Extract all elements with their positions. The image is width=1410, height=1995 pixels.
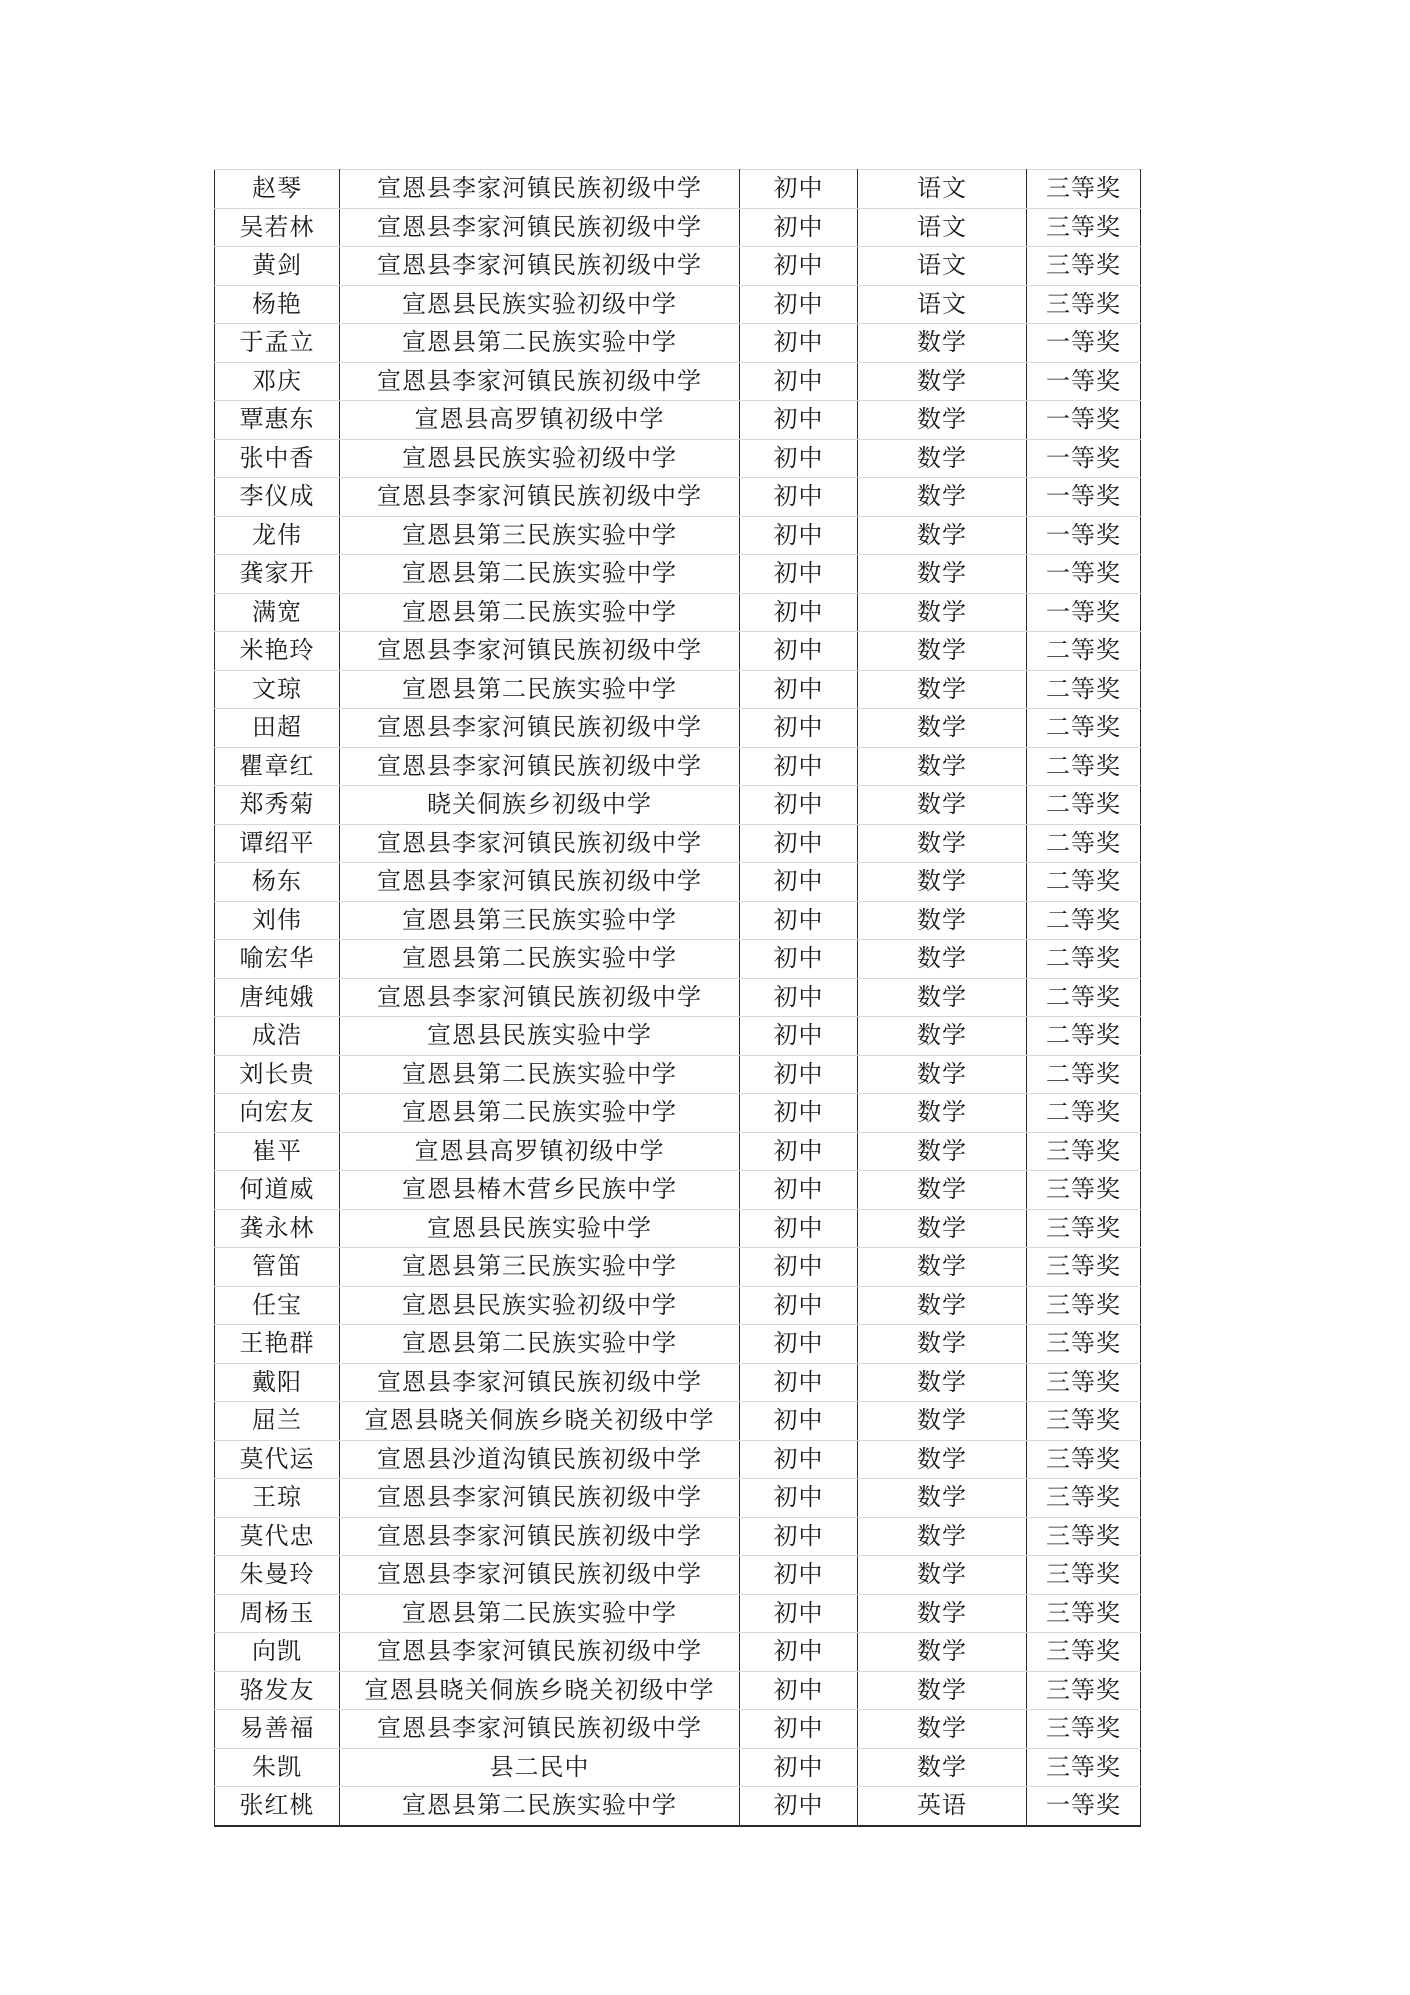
school-cell: 宣恩县第二民族实验中学 <box>340 1325 740 1364</box>
table-row <box>215 940 1141 979</box>
table-row <box>215 670 1141 709</box>
subject-cell: 数学 <box>858 1710 1027 1749</box>
subject-cell: 数学 <box>858 1556 1027 1595</box>
level-cell: 初中 <box>740 1440 858 1479</box>
subject-cell: 数学 <box>858 1633 1027 1672</box>
level-cell: 初中 <box>740 1787 858 1826</box>
school-cell: 宣恩县李家河镇民族初级中学 <box>340 824 740 863</box>
table-row <box>215 1248 1141 1287</box>
name-cell: 唐纯娥 <box>215 978 340 1017</box>
table-row <box>215 1440 1141 1479</box>
award-cell: 三等奖 <box>1027 170 1141 209</box>
award-cell: 二等奖 <box>1027 1055 1141 1094</box>
level-cell: 初中 <box>740 208 858 247</box>
name-cell: 米艳玲 <box>215 632 340 671</box>
table-row <box>215 555 1141 594</box>
award-cell: 三等奖 <box>1027 1286 1141 1325</box>
award-cell: 三等奖 <box>1027 1440 1141 1479</box>
subject-cell: 数学 <box>858 1248 1027 1287</box>
table-row <box>215 1787 1141 1826</box>
table-row <box>215 632 1141 671</box>
award-cell: 三等奖 <box>1027 1479 1141 1518</box>
name-cell: 任宝 <box>215 1286 340 1325</box>
name-cell: 刘伟 <box>215 901 340 940</box>
level-cell: 初中 <box>740 1402 858 1441</box>
level-cell: 初中 <box>740 1363 858 1402</box>
table-row <box>215 362 1141 401</box>
table-row <box>215 516 1141 555</box>
award-cell: 三等奖 <box>1027 1748 1141 1787</box>
level-cell: 初中 <box>740 1556 858 1595</box>
table-row <box>215 1402 1141 1441</box>
table-row <box>215 709 1141 748</box>
subject-cell: 数学 <box>858 478 1027 517</box>
award-cell: 一等奖 <box>1027 555 1141 594</box>
award-cell: 三等奖 <box>1027 1594 1141 1633</box>
subject-cell: 数学 <box>858 670 1027 709</box>
award-cell: 一等奖 <box>1027 516 1141 555</box>
level-cell: 初中 <box>740 670 858 709</box>
name-cell: 杨东 <box>215 863 340 902</box>
name-cell: 张红桃 <box>215 1787 340 1826</box>
table-row <box>215 1556 1141 1595</box>
level-cell: 初中 <box>740 593 858 632</box>
school-cell: 宣恩县民族实验初级中学 <box>340 285 740 324</box>
level-cell: 初中 <box>740 747 858 786</box>
name-cell: 黄剑 <box>215 247 340 286</box>
award-cell: 二等奖 <box>1027 632 1141 671</box>
name-cell: 莫代运 <box>215 1440 340 1479</box>
table-row <box>215 1710 1141 1749</box>
name-cell: 龚永林 <box>215 1209 340 1248</box>
school-cell: 宣恩县第二民族实验中学 <box>340 1787 740 1826</box>
name-cell: 莫代忠 <box>215 1517 340 1556</box>
level-cell: 初中 <box>740 824 858 863</box>
name-cell: 易善福 <box>215 1710 340 1749</box>
table-row <box>215 901 1141 940</box>
level-cell: 初中 <box>740 632 858 671</box>
award-cell: 三等奖 <box>1027 1402 1141 1441</box>
subject-cell: 数学 <box>858 940 1027 979</box>
subject-cell: 数学 <box>858 1517 1027 1556</box>
level-cell: 初中 <box>740 1286 858 1325</box>
level-cell: 初中 <box>740 1325 858 1364</box>
subject-cell: 数学 <box>858 863 1027 902</box>
school-cell: 宣恩县第二民族实验中学 <box>340 670 740 709</box>
award-cell: 一等奖 <box>1027 401 1141 440</box>
subject-cell: 数学 <box>858 978 1027 1017</box>
award-cell: 三等奖 <box>1027 1209 1141 1248</box>
award-cell: 一等奖 <box>1027 1787 1141 1826</box>
name-cell: 文琼 <box>215 670 340 709</box>
table-row <box>215 1517 1141 1556</box>
level-cell: 初中 <box>740 439 858 478</box>
name-cell: 覃惠东 <box>215 401 340 440</box>
subject-cell: 数学 <box>858 1594 1027 1633</box>
name-cell: 成浩 <box>215 1017 340 1056</box>
school-cell: 宣恩县李家河镇民族初级中学 <box>340 709 740 748</box>
level-cell: 初中 <box>740 324 858 363</box>
award-cell: 二等奖 <box>1027 747 1141 786</box>
name-cell: 王琼 <box>215 1479 340 1518</box>
award-cell: 二等奖 <box>1027 709 1141 748</box>
name-cell: 喻宏华 <box>215 940 340 979</box>
school-cell: 宣恩县第三民族实验中学 <box>340 901 740 940</box>
table-row <box>215 170 1141 209</box>
school-cell: 宣恩县李家河镇民族初级中学 <box>340 362 740 401</box>
subject-cell: 数学 <box>858 747 1027 786</box>
level-cell: 初中 <box>740 555 858 594</box>
school-cell: 宣恩县椿木营乡民族中学 <box>340 1171 740 1210</box>
table-row <box>215 1286 1141 1325</box>
table-row <box>215 1363 1141 1402</box>
table-row <box>215 401 1141 440</box>
subject-cell: 语文 <box>858 170 1027 209</box>
award-cell: 三等奖 <box>1027 1325 1141 1364</box>
level-cell: 初中 <box>740 1209 858 1248</box>
subject-cell: 数学 <box>858 1325 1027 1364</box>
school-cell: 宣恩县沙道沟镇民族初级中学 <box>340 1440 740 1479</box>
level-cell: 初中 <box>740 401 858 440</box>
subject-cell: 数学 <box>858 1017 1027 1056</box>
name-cell: 管笛 <box>215 1248 340 1287</box>
table-row <box>215 478 1141 517</box>
table-row <box>215 439 1141 478</box>
name-cell: 崔平 <box>215 1132 340 1171</box>
subject-cell: 数学 <box>858 1671 1027 1710</box>
award-cell: 三等奖 <box>1027 1633 1141 1672</box>
school-cell: 宣恩县第二民族实验中学 <box>340 593 740 632</box>
name-cell: 李仪成 <box>215 478 340 517</box>
school-cell: 宣恩县李家河镇民族初级中学 <box>340 478 740 517</box>
subject-cell: 数学 <box>858 593 1027 632</box>
school-cell: 宣恩县李家河镇民族初级中学 <box>340 1363 740 1402</box>
award-cell: 一等奖 <box>1027 593 1141 632</box>
school-cell: 宣恩县民族实验初级中学 <box>340 1286 740 1325</box>
school-cell: 宣恩县李家河镇民族初级中学 <box>340 1479 740 1518</box>
school-cell: 宣恩县李家河镇民族初级中学 <box>340 747 740 786</box>
table-row <box>215 1132 1141 1171</box>
award-cell: 三等奖 <box>1027 1710 1141 1749</box>
name-cell: 吴若林 <box>215 208 340 247</box>
table-row <box>215 1325 1141 1364</box>
level-cell: 初中 <box>740 1094 858 1133</box>
level-cell: 初中 <box>740 362 858 401</box>
award-cell: 三等奖 <box>1027 247 1141 286</box>
school-cell: 宣恩县第二民族实验中学 <box>340 1094 740 1133</box>
school-cell: 宣恩县高罗镇初级中学 <box>340 1132 740 1171</box>
level-cell: 初中 <box>740 170 858 209</box>
subject-cell: 数学 <box>858 1209 1027 1248</box>
subject-cell: 数学 <box>858 1171 1027 1210</box>
school-cell: 宣恩县李家河镇民族初级中学 <box>340 1517 740 1556</box>
table-row <box>215 747 1141 786</box>
table-row <box>215 786 1141 825</box>
name-cell: 向凯 <box>215 1633 340 1672</box>
subject-cell: 数学 <box>858 1055 1027 1094</box>
award-cell: 一等奖 <box>1027 439 1141 478</box>
table-row <box>215 1479 1141 1518</box>
name-cell: 郑秀菊 <box>215 786 340 825</box>
award-cell: 一等奖 <box>1027 324 1141 363</box>
school-cell: 宣恩县第二民族实验中学 <box>340 1055 740 1094</box>
table-row <box>215 285 1141 324</box>
subject-cell: 数学 <box>858 1286 1027 1325</box>
school-cell: 宣恩县李家河镇民族初级中学 <box>340 1556 740 1595</box>
name-cell: 王艳群 <box>215 1325 340 1364</box>
school-cell: 宣恩县李家河镇民族初级中学 <box>340 863 740 902</box>
table-row <box>215 978 1141 1017</box>
name-cell: 朱凯 <box>215 1748 340 1787</box>
table-row <box>215 1171 1141 1210</box>
table-row <box>215 593 1141 632</box>
award-cell: 三等奖 <box>1027 1132 1141 1171</box>
name-cell: 骆发友 <box>215 1671 340 1710</box>
level-cell: 初中 <box>740 1748 858 1787</box>
level-cell: 初中 <box>740 1055 858 1094</box>
subject-cell: 数学 <box>858 1748 1027 1787</box>
table-row <box>215 247 1141 286</box>
name-cell: 屈兰 <box>215 1402 340 1441</box>
subject-cell: 数学 <box>858 401 1027 440</box>
award-cell: 二等奖 <box>1027 670 1141 709</box>
award-cell: 三等奖 <box>1027 285 1141 324</box>
level-cell: 初中 <box>740 1671 858 1710</box>
name-cell: 杨艳 <box>215 285 340 324</box>
award-cell: 三等奖 <box>1027 1671 1141 1710</box>
award-cell: 三等奖 <box>1027 1248 1141 1287</box>
award-cell: 二等奖 <box>1027 824 1141 863</box>
table-row <box>215 863 1141 902</box>
subject-cell: 数学 <box>858 1402 1027 1441</box>
level-cell: 初中 <box>740 1633 858 1672</box>
subject-cell: 语文 <box>858 247 1027 286</box>
level-cell: 初中 <box>740 1171 858 1210</box>
school-cell: 宣恩县李家河镇民族初级中学 <box>340 632 740 671</box>
level-cell: 初中 <box>740 516 858 555</box>
name-cell: 谭绍平 <box>215 824 340 863</box>
school-cell: 宣恩县李家河镇民族初级中学 <box>340 247 740 286</box>
school-cell: 宣恩县李家河镇民族初级中学 <box>340 978 740 1017</box>
school-cell: 宣恩县晓关侗族乡晓关初级中学 <box>340 1671 740 1710</box>
table-row <box>215 824 1141 863</box>
table-row <box>215 324 1141 363</box>
subject-cell: 数学 <box>858 824 1027 863</box>
level-cell: 初中 <box>740 978 858 1017</box>
name-cell: 满宽 <box>215 593 340 632</box>
name-cell: 龚家开 <box>215 555 340 594</box>
award-cell: 二等奖 <box>1027 978 1141 1017</box>
school-cell: 宣恩县李家河镇民族初级中学 <box>340 208 740 247</box>
name-cell: 向宏友 <box>215 1094 340 1133</box>
level-cell: 初中 <box>740 1132 858 1171</box>
level-cell: 初中 <box>740 1594 858 1633</box>
level-cell: 初中 <box>740 247 858 286</box>
subject-cell: 数学 <box>858 324 1027 363</box>
school-cell: 宣恩县第二民族实验中学 <box>340 555 740 594</box>
school-cell: 宣恩县李家河镇民族初级中学 <box>340 170 740 209</box>
level-cell: 初中 <box>740 940 858 979</box>
name-cell: 赵琴 <box>215 170 340 209</box>
level-cell: 初中 <box>740 1517 858 1556</box>
award-cell: 二等奖 <box>1027 1017 1141 1056</box>
table-row <box>215 1209 1141 1248</box>
school-cell: 宣恩县民族实验中学 <box>340 1017 740 1056</box>
school-cell: 宣恩县高罗镇初级中学 <box>340 401 740 440</box>
name-cell: 田超 <box>215 709 340 748</box>
table-row <box>215 1633 1141 1672</box>
table-row <box>215 208 1141 247</box>
award-table-body <box>215 170 1141 1826</box>
table-row <box>215 1094 1141 1133</box>
name-cell: 周杨玉 <box>215 1594 340 1633</box>
school-cell: 晓关侗族乡初级中学 <box>340 786 740 825</box>
award-cell: 二等奖 <box>1027 1094 1141 1133</box>
subject-cell: 语文 <box>858 208 1027 247</box>
award-cell: 二等奖 <box>1027 786 1141 825</box>
level-cell: 初中 <box>740 478 858 517</box>
name-cell: 戴阳 <box>215 1363 340 1402</box>
name-cell: 刘长贵 <box>215 1055 340 1094</box>
level-cell: 初中 <box>740 786 858 825</box>
name-cell: 龙伟 <box>215 516 340 555</box>
subject-cell: 数学 <box>858 901 1027 940</box>
table-row <box>215 1748 1141 1787</box>
level-cell: 初中 <box>740 1017 858 1056</box>
level-cell: 初中 <box>740 285 858 324</box>
name-cell: 瞿章红 <box>215 747 340 786</box>
table-row <box>215 1055 1141 1094</box>
level-cell: 初中 <box>740 1248 858 1287</box>
subject-cell: 数学 <box>858 1132 1027 1171</box>
level-cell: 初中 <box>740 901 858 940</box>
award-cell: 二等奖 <box>1027 863 1141 902</box>
school-cell: 宣恩县民族实验中学 <box>340 1209 740 1248</box>
school-cell: 宣恩县第三民族实验中学 <box>340 516 740 555</box>
award-cell: 二等奖 <box>1027 940 1141 979</box>
subject-cell: 数学 <box>858 632 1027 671</box>
school-cell: 宣恩县第二民族实验中学 <box>340 940 740 979</box>
award-cell: 三等奖 <box>1027 1171 1141 1210</box>
name-cell: 何道威 <box>215 1171 340 1210</box>
subject-cell: 数学 <box>858 1440 1027 1479</box>
subject-cell: 数学 <box>858 1363 1027 1402</box>
table-row <box>215 1671 1141 1710</box>
name-cell: 于孟立 <box>215 324 340 363</box>
level-cell: 初中 <box>740 1479 858 1518</box>
name-cell: 邓庆 <box>215 362 340 401</box>
award-cell: 三等奖 <box>1027 1363 1141 1402</box>
subject-cell: 数学 <box>858 786 1027 825</box>
award-cell: 一等奖 <box>1027 362 1141 401</box>
award-cell: 三等奖 <box>1027 1556 1141 1595</box>
award-list-table <box>214 169 1141 1827</box>
level-cell: 初中 <box>740 863 858 902</box>
award-cell: 三等奖 <box>1027 208 1141 247</box>
award-cell: 一等奖 <box>1027 478 1141 517</box>
school-cell: 宣恩县晓关侗族乡晓关初级中学 <box>340 1402 740 1441</box>
subject-cell: 数学 <box>858 1479 1027 1518</box>
subject-cell: 数学 <box>858 516 1027 555</box>
award-cell: 三等奖 <box>1027 1517 1141 1556</box>
subject-cell: 英语 <box>858 1787 1027 1826</box>
subject-cell: 数学 <box>858 709 1027 748</box>
subject-cell: 数学 <box>858 1094 1027 1133</box>
school-cell: 县二民中 <box>340 1748 740 1787</box>
school-cell: 宣恩县李家河镇民族初级中学 <box>340 1710 740 1749</box>
school-cell: 宣恩县第三民族实验中学 <box>340 1248 740 1287</box>
subject-cell: 数学 <box>858 555 1027 594</box>
name-cell: 张中香 <box>215 439 340 478</box>
level-cell: 初中 <box>740 1710 858 1749</box>
subject-cell: 数学 <box>858 439 1027 478</box>
subject-cell: 语文 <box>858 285 1027 324</box>
school-cell: 宣恩县民族实验初级中学 <box>340 439 740 478</box>
name-cell: 朱曼玲 <box>215 1556 340 1595</box>
table-row <box>215 1594 1141 1633</box>
school-cell: 宣恩县第二民族实验中学 <box>340 324 740 363</box>
school-cell: 宣恩县李家河镇民族初级中学 <box>340 1633 740 1672</box>
award-cell: 二等奖 <box>1027 901 1141 940</box>
level-cell: 初中 <box>740 709 858 748</box>
school-cell: 宣恩县第二民族实验中学 <box>340 1594 740 1633</box>
subject-cell: 数学 <box>858 362 1027 401</box>
table-row <box>215 1017 1141 1056</box>
